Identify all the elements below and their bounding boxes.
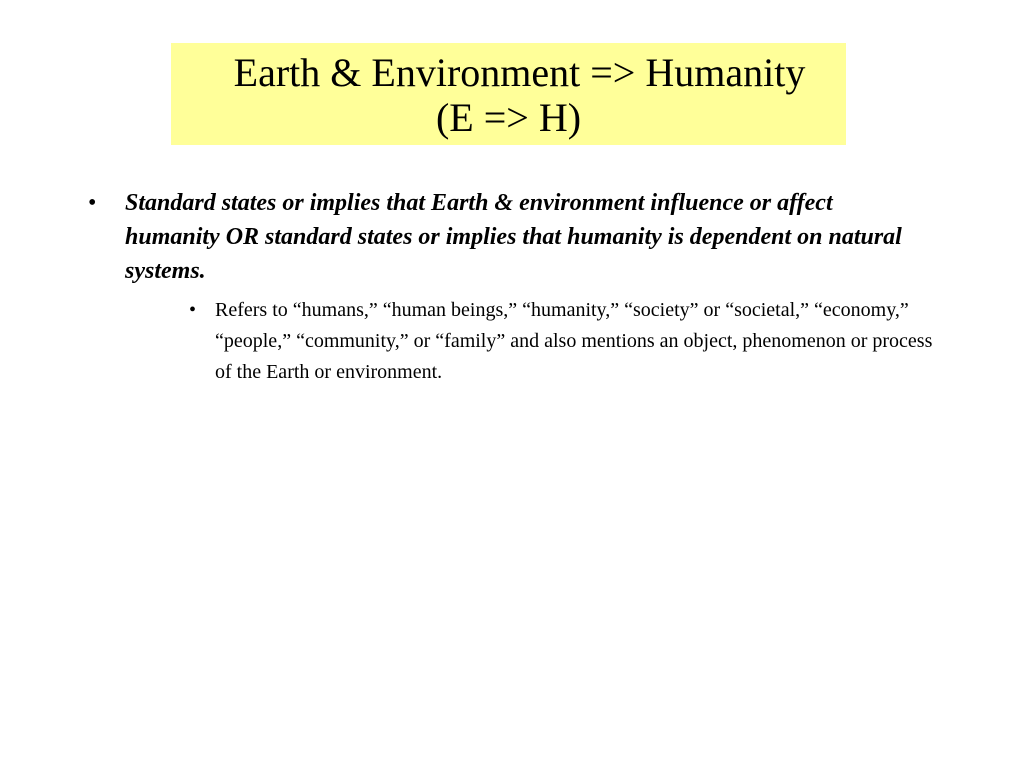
bullet-text-standard: Standard states or implies that Earth & environment influence or affect humanity OR standard states or implies that humanity is dependent on natural systems. — [125, 190, 902, 284]
sub-bullet-item-refers — [189, 295, 949, 388]
slide-title-line-2: (E => H) — [435, 95, 582, 140]
slide-title-line-1: Earth & Environment => Humanity — [233, 50, 806, 95]
sub-bullet-marker: • — [189, 299, 197, 321]
sub-bullet-text-refers: Refers to “humans,” “human beings,” “humanity,” “society” or “societal,” “economy,” “people,” “community,” or “family” and also mentions an object, phenomenon or process of the Earth or environment. — [215, 299, 933, 383]
bullet-marker: • — [88, 190, 97, 216]
slide-title-box — [171, 43, 846, 145]
bullet-item-standard — [88, 186, 908, 288]
